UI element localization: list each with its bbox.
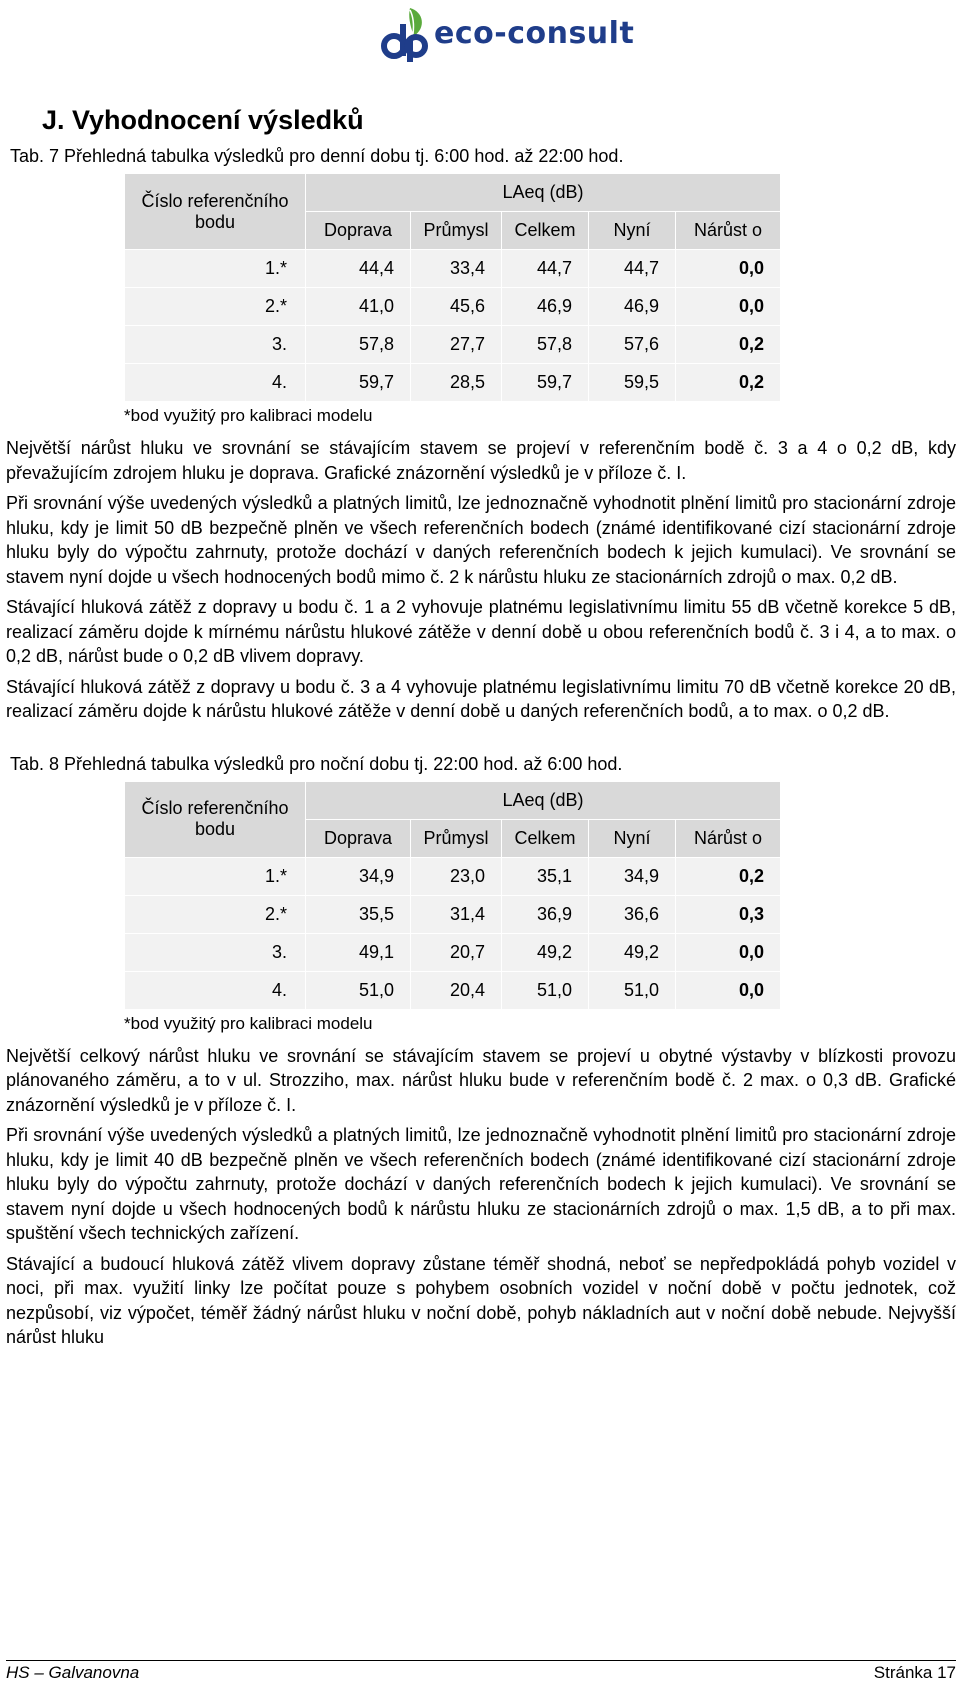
table-cell: 51,0 xyxy=(306,971,411,1009)
column-header-ref: Číslo referenčního bodu xyxy=(125,781,306,857)
table-cell: 49,2 xyxy=(589,933,676,971)
paragraph: Stávající hluková zátěž z dopravy u bodu č. 3 a 4 vyhovuje platnému legislativnímu limitu 70 dB včetně korekce 20 dB, realizací záměru dojde k nárůstu hlukové zátěže v denní době u daných referenčních bodů, a to max. o 0,2 dB. xyxy=(6,676,956,721)
table-cell: 34,9 xyxy=(306,857,411,895)
table-cell: 44,7 xyxy=(589,250,676,288)
table-cell: 45,6 xyxy=(411,288,502,326)
column-header: Nyní xyxy=(589,212,676,250)
table-note: *bod využitý pro kalibraci modelu xyxy=(124,406,373,425)
table-cell: 28,5 xyxy=(411,364,502,402)
column-header: Doprava xyxy=(306,819,411,857)
table-cell: 49,1 xyxy=(306,933,411,971)
table-row xyxy=(125,364,781,402)
column-header-ref: Číslo referenčního bodu xyxy=(125,174,306,250)
column-header: Nárůst o xyxy=(676,212,781,250)
table-cell: 49,2 xyxy=(502,933,589,971)
group-header: LAeq (dB) xyxy=(306,174,781,212)
section-heading: J. Vyhodnocení výsledků xyxy=(42,105,364,135)
table-cell: 3. xyxy=(125,326,306,364)
column-header: Nárůst o xyxy=(676,819,781,857)
table-cell: 0,0 xyxy=(676,250,781,288)
table-cell: 20,7 xyxy=(411,933,502,971)
table-row xyxy=(125,971,781,1009)
group-header: LAeq (dB) xyxy=(306,781,781,819)
results-table-night xyxy=(124,781,781,1010)
table-row xyxy=(125,895,781,933)
table-cell: 36,6 xyxy=(589,895,676,933)
table-cell: 4. xyxy=(125,971,306,1009)
paragraph: Největší nárůst hluku ve srovnání se stávajícím stavem se projeví v referenčním bodě č. 3 a 4 o 0,2 dB, kdy převažujícím zdrojem hluku je doprava. Grafické znázornění výsledků je v příloze č. I. xyxy=(6,438,956,483)
table-cell: 20,4 xyxy=(411,971,502,1009)
table-cell: 0,0 xyxy=(676,288,781,326)
table-cell: 23,0 xyxy=(411,857,502,895)
table-cell: 0,2 xyxy=(676,326,781,364)
paragraph: Stávající hluková zátěž z dopravy u bodu č. 1 a 2 vyhovuje platnému legislativnímu limitu 55 dB včetně korekce 5 dB, realizací záměru dojde k mírnému nárůstu hlukové zátěže v denní době u obou referenčních bodů č. 3 i 4, a to max. o 0,2 dB, nárůst bude o 0,2 dB vlivem dopravy. xyxy=(6,597,956,666)
column-header: Průmysl xyxy=(411,212,502,250)
table-cell: 2.* xyxy=(125,895,306,933)
table-cell: 0,3 xyxy=(676,895,781,933)
table-cell: 51,0 xyxy=(589,971,676,1009)
table-cell: 35,1 xyxy=(502,857,589,895)
column-header: Nyní xyxy=(589,819,676,857)
table-caption: Tab. 8 Přehledná tabulka výsledků pro noční dobu tj. 22:00 hod. až 6:00 hod. xyxy=(10,753,623,774)
leaf-logo-icon xyxy=(380,4,430,62)
footer-document-name: HS – Galvanovna xyxy=(6,1663,140,1682)
table-row xyxy=(125,288,781,326)
paragraph: Při srovnání výše uvedených výsledků a platných limitů, lze jednoznačně vyhodnotit plnění limitů pro stacionární zdroje hluku, kdy je limit 40 dB bezpečně plněn ve všech referenčních bodech (známé identifikované cizí stacionární zdroje hluku byly do výpočtu zahrnuty, protože dochází v daných referenčních bodech k jejich kumulaci). Ve srovnání se stavem nyní dojde u všech hodnocených bodů k nárůstu hluku ze stacionárních zdrojů o max. 1,5 dB, a to při max. spuštění všech technických zařízení. xyxy=(6,1125,956,1243)
table-row xyxy=(125,857,781,895)
table-cell: 0,0 xyxy=(676,971,781,1009)
paragraph: Největší celkový nárůst hluku ve srovnání se stávajícím stavem se projeví u obytné výstavby v blízkosti provozu plánovaného záměru, a to v ul. Strozziho, max. nárůst hluku bude v referenčním bodě č. 2 max. o 0,3 dB. Grafické znázornění výsledků je v příloze č. I. xyxy=(6,1045,956,1115)
table-cell: 0,2 xyxy=(676,364,781,402)
table-cell: 46,9 xyxy=(502,288,589,326)
table-cell: 2.* xyxy=(125,288,306,326)
table-cell: 59,5 xyxy=(589,364,676,402)
table-cell: 3. xyxy=(125,933,306,971)
company-logo xyxy=(380,4,634,62)
table-cell: 59,7 xyxy=(306,364,411,402)
table-cell: 1.* xyxy=(125,250,306,288)
table-cell: 57,8 xyxy=(502,326,589,364)
table-row xyxy=(125,933,781,971)
table-cell: 57,6 xyxy=(589,326,676,364)
page-footer xyxy=(6,1660,956,1683)
table-cell: 41,0 xyxy=(306,288,411,326)
paragraph: Stávající a budoucí hluková zátěž vlivem dopravy zůstane téměř shodná, neboť se nepředpokládá pohyb vozidel v noci, při max. využití linky lze počítat pouze s pohybem osobních vozidel v noční době v počtu jednotek, což nezpůsobí, viz výpočet, téměř žádný nárůst hluku v noční době, pohyb nákladních aut v noční době nebude. Nejvyšší nárůst hluku xyxy=(6,1253,956,1347)
table-cell: 34,9 xyxy=(589,857,676,895)
table-note: *bod využitý pro kalibraci modelu xyxy=(124,1013,373,1033)
table-row xyxy=(125,326,781,364)
column-header: Celkem xyxy=(502,212,589,250)
table-cell: 44,4 xyxy=(306,250,411,288)
table-row xyxy=(125,250,781,288)
table-cell: 33,4 xyxy=(411,250,502,288)
table-cell: 35,5 xyxy=(306,895,411,933)
table-cell: 1.* xyxy=(125,857,306,895)
column-header: Průmysl xyxy=(411,819,502,857)
table-cell: 59,7 xyxy=(502,364,589,402)
paragraph: Při srovnání výše uvedených výsledků a platných limitů, lze jednoznačně vyhodnotit plnění limitů pro stacionární zdroje hluku, kdy je limit 50 dB bezpečně plněn ve všech referenčních bodech (známé identifikované cizí stacionární zdroje hluku byly do výpočtu zahrnuty, protože dochází v daných referenčních bodech k jejich kumulaci). Ve srovnání se stavem nyní dojde u všech hodnocených bodů mimo č. 2 k nárůstu hluku ze stacionárních zdrojů o max. 0,2 dB. xyxy=(6,493,956,587)
column-header: Doprava xyxy=(306,212,411,250)
table-cell: 0,0 xyxy=(676,933,781,971)
table-cell: 44,7 xyxy=(502,250,589,288)
table-cell: 31,4 xyxy=(411,895,502,933)
logo-text: eco-consult xyxy=(434,15,635,51)
table-cell: 27,7 xyxy=(411,326,502,364)
column-header: Celkem xyxy=(502,819,589,857)
table-cell: 51,0 xyxy=(502,971,589,1009)
results-table-day xyxy=(124,173,781,402)
table-cell: 57,8 xyxy=(306,326,411,364)
table-cell: 4. xyxy=(125,364,306,402)
table-cell: 46,9 xyxy=(589,288,676,326)
table-cell: 36,9 xyxy=(502,895,589,933)
table-caption: Tab. 7 Přehledná tabulka výsledků pro denní dobu tj. 6:00 hod. až 22:00 hod. xyxy=(10,146,624,166)
footer-page-number: Stránka 17 xyxy=(873,1663,956,1682)
table-cell: 0,2 xyxy=(676,857,781,895)
